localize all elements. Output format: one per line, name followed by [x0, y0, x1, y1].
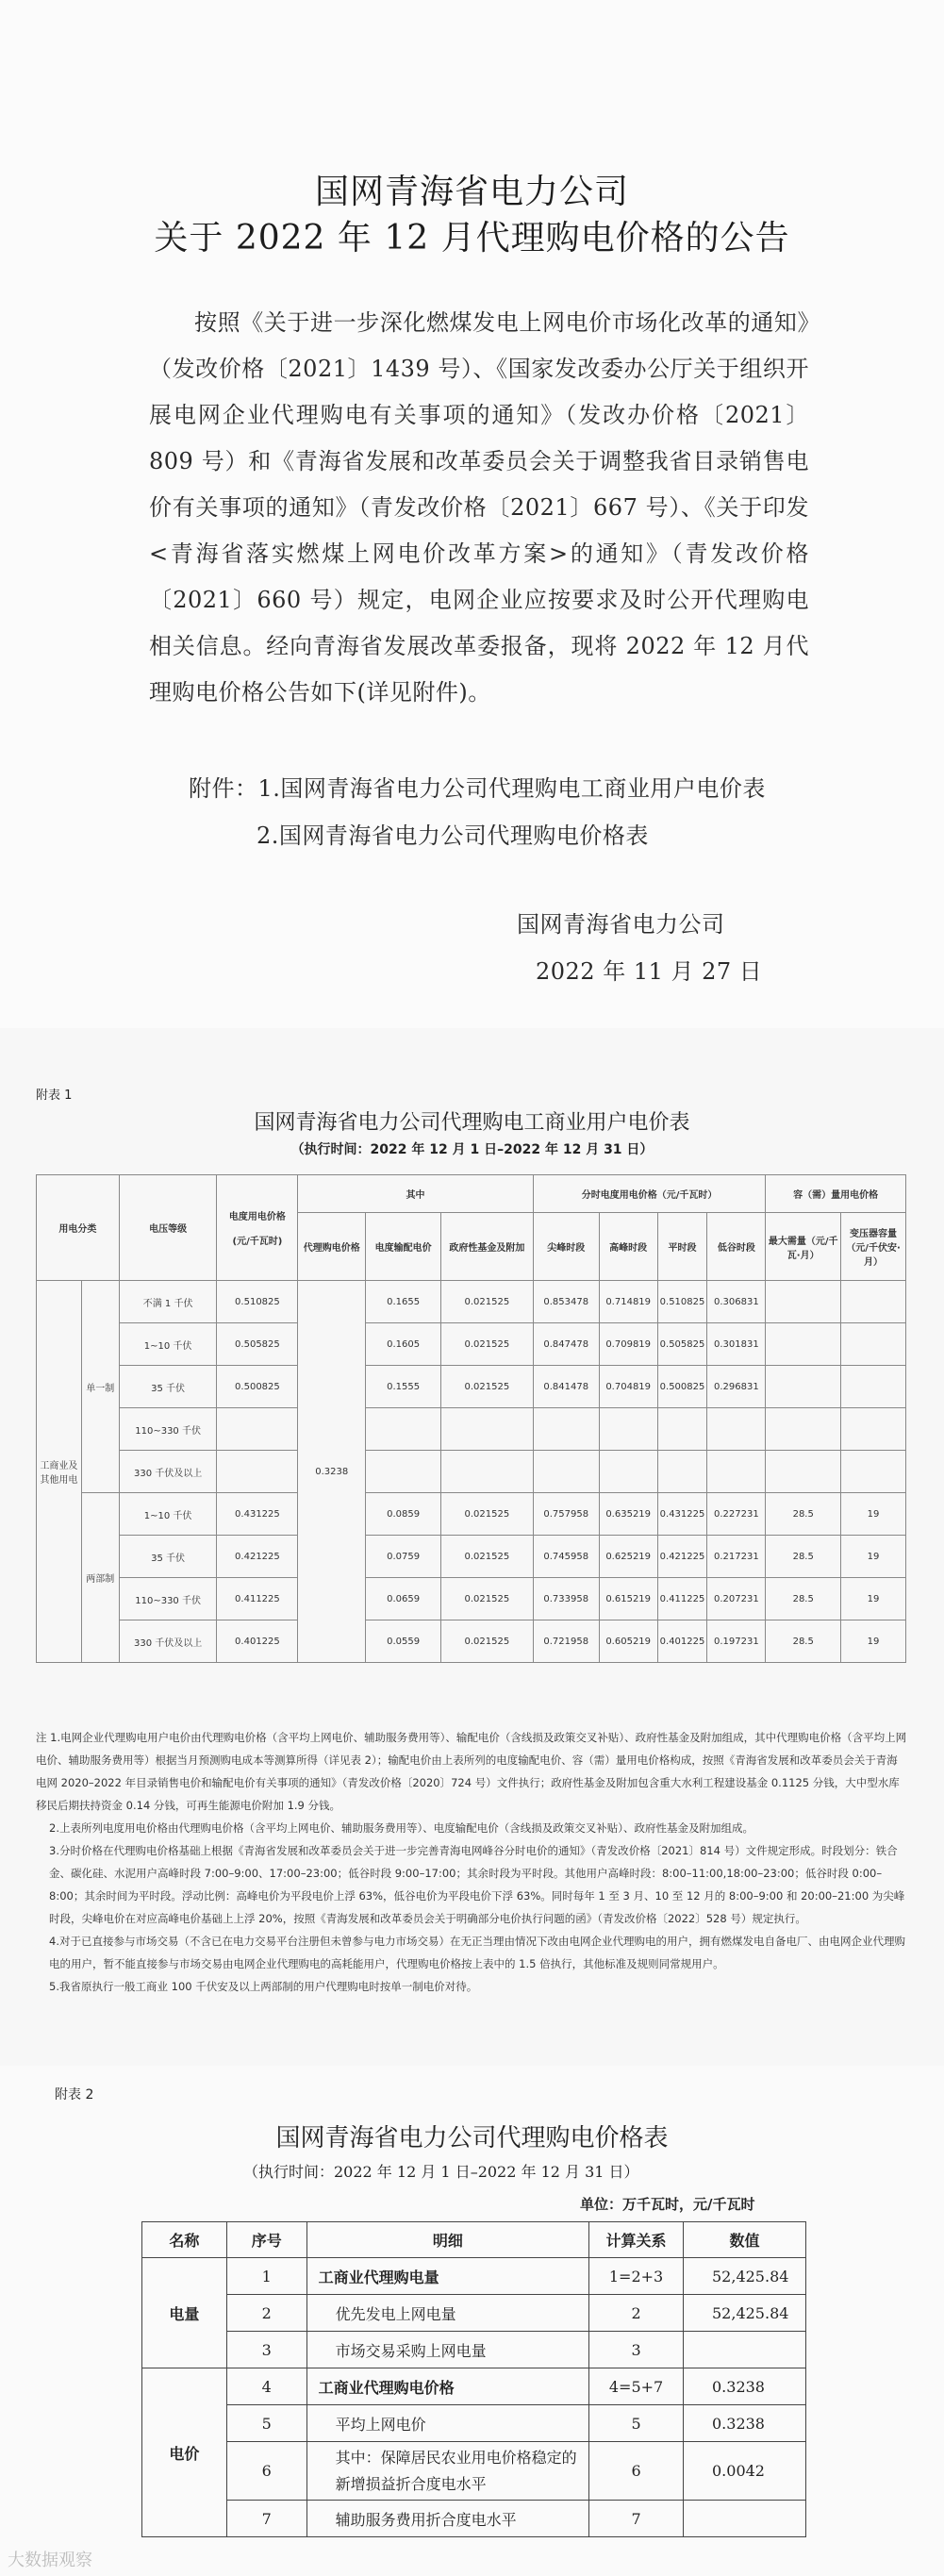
table2-unit: 单位：万千瓦时，元/千瓦时	[580, 2196, 755, 2213]
table1-cell: 19	[841, 1620, 906, 1663]
table1-cell: 0.207231	[707, 1578, 766, 1620]
group-energy-cell: 电量	[142, 2258, 227, 2368]
table1-cell	[599, 1408, 657, 1451]
price-cell: 0.431225	[217, 1493, 298, 1536]
table1-row	[37, 1408, 906, 1451]
table1-cell: 0.505825	[657, 1323, 707, 1366]
th-high: 高峰时段	[599, 1213, 657, 1281]
two-part-cell: 两部制	[81, 1493, 119, 1663]
table1-cell: 0.1655	[366, 1281, 441, 1323]
voltage-cell: 110~330 千伏	[119, 1578, 217, 1620]
table1-cell: 0.714819	[599, 1281, 657, 1323]
price-cell: 0.411225	[217, 1578, 298, 1620]
table1-cell	[841, 1366, 906, 1408]
table2	[141, 2221, 806, 2537]
th-max-demand: 最大需量（元/千瓦·月）	[766, 1213, 841, 1281]
th-transformer: 变压器容量（元/千伏安·月）	[841, 1213, 906, 1281]
table1-cell: 0.841478	[533, 1366, 599, 1408]
table1-row	[37, 1281, 906, 1323]
value-cell: 0.3238	[684, 2405, 806, 2442]
table1-cell: 0.0559	[366, 1620, 441, 1663]
appendix-table-1	[0, 1028, 944, 2066]
table1-cell: 0.733958	[533, 1578, 599, 1620]
table1-cell: 0.021525	[440, 1578, 533, 1620]
table2-row	[142, 2368, 806, 2405]
price-cell: 0.505825	[217, 1323, 298, 1366]
table1-cell	[766, 1366, 841, 1408]
table1-cell: 0.0759	[366, 1536, 441, 1578]
attachment-2: 2.国网青海省电力公司代理购电价格表	[257, 823, 649, 849]
table1-cell	[841, 1281, 906, 1323]
table2-cell: 2	[589, 2295, 684, 2332]
table1-cell	[533, 1408, 599, 1451]
table1-row	[37, 1620, 906, 1663]
value-cell	[684, 2332, 806, 2368]
table1-cell: 0.401225	[657, 1620, 707, 1663]
table1-cell: 0.709819	[599, 1323, 657, 1366]
table2-cell: 1	[226, 2258, 306, 2295]
table2-row	[142, 2258, 806, 2295]
th-fund: 政府性基金及附加	[440, 1213, 533, 1281]
table2-cell: 1=2+3	[589, 2258, 684, 2295]
table1-cell: 0.421225	[657, 1536, 707, 1578]
agency-price-cell: 0.3238	[298, 1281, 366, 1663]
table1-cell	[440, 1451, 533, 1493]
table1-cell: 0.635219	[599, 1493, 657, 1536]
table2-cell: 5	[226, 2405, 306, 2442]
table2-cell: 7	[226, 2501, 306, 2537]
table1-title: 国网青海省电力公司代理购电工商业用户电价表	[254, 1111, 690, 1135]
table2-row	[142, 2295, 806, 2332]
detail-cell: 工商业代理购电量	[306, 2258, 588, 2295]
table1-cell	[366, 1408, 441, 1451]
table1-cell: 0.296831	[707, 1366, 766, 1408]
table1-cell: 0.021525	[440, 1493, 533, 1536]
value-cell: 0.0042	[684, 2442, 806, 2501]
value-cell: 52,425.84	[684, 2258, 806, 2295]
table1-cell: 0.853478	[533, 1281, 599, 1323]
value-cell: 52,425.84	[684, 2295, 806, 2332]
th-flat: 平时段	[657, 1213, 707, 1281]
table1-cell: 28.5	[766, 1620, 841, 1663]
table2-row	[142, 2442, 806, 2501]
table1-cell	[766, 1323, 841, 1366]
table1-cell: 0.1605	[366, 1323, 441, 1366]
price-cell	[217, 1408, 298, 1451]
table1-cell: 0.745958	[533, 1536, 599, 1578]
t2-th-calc: 计算关系	[589, 2222, 684, 2258]
value-cell	[684, 2501, 806, 2537]
table1-cell: 0.0659	[366, 1578, 441, 1620]
table1-cell: 0.721958	[533, 1620, 599, 1663]
note-2: 2.上表所列电度用电价格由代理购电价格（含平均上网电价、辅助服务费用等）、电度输配电价（含线损及政策交叉补贴）、政府性基金及附加组成。	[49, 1821, 754, 1835]
t2-th-value: 数值	[684, 2222, 806, 2258]
th-tou: 分时电度用电价格（元/千瓦时）	[533, 1175, 766, 1213]
note-5: 5.我省原执行一般工商业 100 千伏安及以上两部制的用户代理购电时按单一制电价对待。	[49, 1980, 478, 1993]
table1-cell	[440, 1408, 533, 1451]
table1-cell	[766, 1408, 841, 1451]
attachment-1: 附件：1.国网青海省电力公司代理购电工商业用户电价表	[189, 775, 766, 802]
table1-cell: 0.625219	[599, 1536, 657, 1578]
table1-cell: 0.217231	[707, 1536, 766, 1578]
watermark: 大数据观察	[8, 2551, 92, 2570]
note-4: 4.对于已直接参与市场交易（不含已在电力交易平台注册但未曾参与电力市场交易）在无正当理由情况下改由电网企业代理购电的用户，拥有燃煤发电自备电厂、由电网企业代理购电的用户，暂不能直接参与市场交易由电网企业代理购电的高耗能用户，代理购电价格按上表中的 1.5 倍执行，其他标准及规则同常规用户。	[49, 1935, 905, 1970]
note-3: 3.分时价格在代理购电价格基础上根据《青海省发展和改革委员会关于进一步完善青海电网峰谷分时电价的通知》（青发改价格〔2021〕814 号）文件规定形成。时段划分：铁合金、碳化硅、水泥用户高峰时段 7:00–9:00、17:00–23:00；低谷时段 9:00–17:00；其余时段为平时段。其他用户高峰时段：8:00–11:00,18:00–23:00；低谷时段 0:00–8:00；其余时间为平时段。浮动比例：高峰电价为平段电价上浮 63%，低谷电价为平段电价下浮 63%。同时每年 1 至 3 月、10 至 12 月的 8:00–9:00 和 20:00–21:00 为尖峰时段，尖峰电价在对应高峰电价基础上上浮 20%，按照《青海发展和改革委员会关于明确部分电价执行问题的函》（青发改价格〔2022〕528 号）规定执行。	[49, 1844, 905, 1925]
table1-cell	[707, 1408, 766, 1451]
table1-cell: 0.021525	[440, 1323, 533, 1366]
table1-cell: 19	[841, 1536, 906, 1578]
table2-cell: 3	[226, 2332, 306, 2368]
table1-cell: 28.5	[766, 1536, 841, 1578]
detail-cell: 辅助服务费用折合度电水平	[306, 2501, 588, 2537]
t2-th-no: 序号	[226, 2222, 306, 2258]
note-1: 注 1.电网企业代理购电用户电价由代理购电价格（含平均上网电价、辅助服务费用等）、输配电价（含线损及政策交叉补贴）、政府性基金及附加组成，其中代理购电价格（含平均上网电价、辅助服务费用等）根据当月预测购电成本等测算所得（详见表 2）；输配电价由上表所列的电度输配电价、容（需）量用电价格构成，按照《青海省发展和改革委员会关于青海电网 2020–2022 年目录销售电价和输配电价有关事项的通知》（青发改价格〔2020〕724 号）文件执行；政府性基金及附加包含重大水利工程建设基金 0.1125 分钱，大中型水库移民后期扶持资金 0.14 分钱，可再生能源电价附加 1.9 分钱。	[36, 1731, 907, 1812]
table2-cell: 6	[589, 2442, 684, 2501]
table1-cell: 0.021525	[440, 1620, 533, 1663]
price-cell: 0.510825	[217, 1281, 298, 1323]
table1	[36, 1174, 906, 1663]
table1-row	[37, 1451, 906, 1493]
announcement-body: 按照《关于进一步深化燃煤发电上网电价市场化改革的通知》（发改价格〔2021〕1439 号）、《国家发改委办公厅关于组织开展电网企业代理购电有关事项的通知》（发改办价格〔2021〕809 号）和《青海省发展和改革委员会关于调整我省目录销售电价有关事项的通知》（青发改价格〔2021〕667 号）、《关于印发<青海省落实燃煤上网电价改革方案>的通知》（青发改价格〔2021〕660 号）规定，电网企业应按要求及时公开代理购电相关信息。经向青海省发展改革委报备，现将 2022 年 12 月代理购电价格公告如下(详见附件)。	[149, 309, 809, 706]
category-cell: 工商业及其他用电	[37, 1281, 82, 1663]
table1-cell	[766, 1281, 841, 1323]
th-valley: 低谷时段	[707, 1213, 766, 1281]
th-agency: 代理购电价格	[298, 1213, 366, 1281]
th-price: 电度用电价格 (元/千瓦时)	[217, 1175, 298, 1281]
table2-cell: 4=5+7	[589, 2368, 684, 2405]
table1-cell: 28.5	[766, 1493, 841, 1536]
table1-cell: 0.431225	[657, 1493, 707, 1536]
announcement-section	[0, 0, 944, 1028]
table1-cell: 0.615219	[599, 1578, 657, 1620]
value-cell: 0.3238	[684, 2368, 806, 2405]
table1-cell	[841, 1408, 906, 1451]
detail-cell: 优先发电上网电量	[306, 2295, 588, 2332]
detail-cell: 其中：保障居民农业用电价格稳定的新增损益折合度电水平	[306, 2442, 588, 2501]
table2-title: 国网青海省电力公司代理购电价格表	[275, 2124, 669, 2152]
table1-cell: 0.227231	[707, 1493, 766, 1536]
table1-row	[37, 1536, 906, 1578]
table1-cell: 0.510825	[657, 1281, 707, 1323]
table1-cell	[657, 1451, 707, 1493]
table1-cell: 0.301831	[707, 1323, 766, 1366]
detail-cell: 工商业代理购电价格	[306, 2368, 588, 2405]
table1-label: 附表 1	[36, 1089, 73, 1103]
table1-cell: 0.021525	[440, 1366, 533, 1408]
table1-period: （执行时间：2022 年 12 月 1 日–2022 年 12 月 31 日）	[290, 1142, 654, 1157]
t2-th-name: 名称	[142, 2222, 227, 2258]
table1-cell: 0.1555	[366, 1366, 441, 1408]
signer: 国网青海省电力公司	[517, 911, 725, 938]
table1-row	[37, 1493, 906, 1536]
single-part-cell: 单一制	[81, 1281, 119, 1493]
voltage-cell: 1~10 千伏	[119, 1493, 217, 1536]
table2-period: （执行时间：2022 年 12 月 1 日–2022 年 12 月 31 日）	[243, 2163, 639, 2181]
table1-row	[37, 1323, 906, 1366]
table2-label: 附表 2	[55, 2087, 94, 2102]
voltage-cell: 35 千伏	[119, 1536, 217, 1578]
th-voltage: 电压等级	[119, 1175, 217, 1281]
price-cell: 0.421225	[217, 1536, 298, 1578]
table1-cell	[841, 1323, 906, 1366]
table1-cell: 0.605219	[599, 1620, 657, 1663]
voltage-cell: 330 千伏及以上	[119, 1451, 217, 1493]
th-category: 用电分类	[37, 1175, 120, 1281]
table2-row	[142, 2405, 806, 2442]
th-of-which: 其中	[298, 1175, 533, 1213]
table1-cell: 0.847478	[533, 1323, 599, 1366]
voltage-cell: 不满 1 千伏	[119, 1281, 217, 1323]
table2-row	[142, 2332, 806, 2368]
table2-cell: 6	[226, 2442, 306, 2501]
table2-cell: 5	[589, 2405, 684, 2442]
table1-cell: 0.021525	[440, 1536, 533, 1578]
th-peak: 尖峰时段	[533, 1213, 599, 1281]
table1-cell: 28.5	[766, 1578, 841, 1620]
table1-notes	[36, 1726, 908, 1998]
price-cell: 0.500825	[217, 1366, 298, 1408]
table1-cell	[533, 1451, 599, 1493]
appendix-table-2	[0, 2066, 944, 2576]
table1-row	[37, 1366, 906, 1408]
table2-cell: 7	[589, 2501, 684, 2537]
date: 2022 年 11 月 27 日	[536, 958, 763, 985]
price-cell: 0.401225	[217, 1620, 298, 1663]
table1-cell: 0.306831	[707, 1281, 766, 1323]
table1-cell: 0.411225	[657, 1578, 707, 1620]
table1-cell	[707, 1451, 766, 1493]
table2-cell: 3	[589, 2332, 684, 2368]
table1-cell	[657, 1408, 707, 1451]
voltage-cell: 35 千伏	[119, 1366, 217, 1408]
table1-cell	[841, 1451, 906, 1493]
th-capacity: 容（需）量用电价格	[766, 1175, 906, 1213]
table2-row	[142, 2501, 806, 2537]
table1-cell: 0.197231	[707, 1620, 766, 1663]
table1-cell: 0.704819	[599, 1366, 657, 1408]
table1-cell: 0.757958	[533, 1493, 599, 1536]
table1-cell	[766, 1451, 841, 1493]
table1-cell: 0.500825	[657, 1366, 707, 1408]
table1-cell: 19	[841, 1578, 906, 1620]
voltage-cell: 110~330 千伏	[119, 1408, 217, 1451]
table2-cell: 2	[226, 2295, 306, 2332]
table1-cell: 0.0859	[366, 1493, 441, 1536]
announcement-subtitle: 关于 2022 年 12 月代理购电价格的公告	[154, 219, 790, 258]
t2-th-detail: 明细	[306, 2222, 588, 2258]
table1-row	[37, 1578, 906, 1620]
table1-cell	[366, 1451, 441, 1493]
th-transmission: 电度输配电价	[366, 1213, 441, 1281]
group-price-cell: 电价	[142, 2368, 227, 2537]
table1-cell: 19	[841, 1493, 906, 1536]
table2-cell: 4	[226, 2368, 306, 2405]
company-title: 国网青海省电力公司	[314, 173, 629, 211]
detail-cell: 市场交易采购上网电量	[306, 2332, 588, 2368]
price-cell	[217, 1451, 298, 1493]
table1-cell: 0.021525	[440, 1281, 533, 1323]
detail-cell: 平均上网电价	[306, 2405, 588, 2442]
voltage-cell: 330 千伏及以上	[119, 1620, 217, 1663]
voltage-cell: 1~10 千伏	[119, 1323, 217, 1366]
table1-cell	[599, 1451, 657, 1493]
